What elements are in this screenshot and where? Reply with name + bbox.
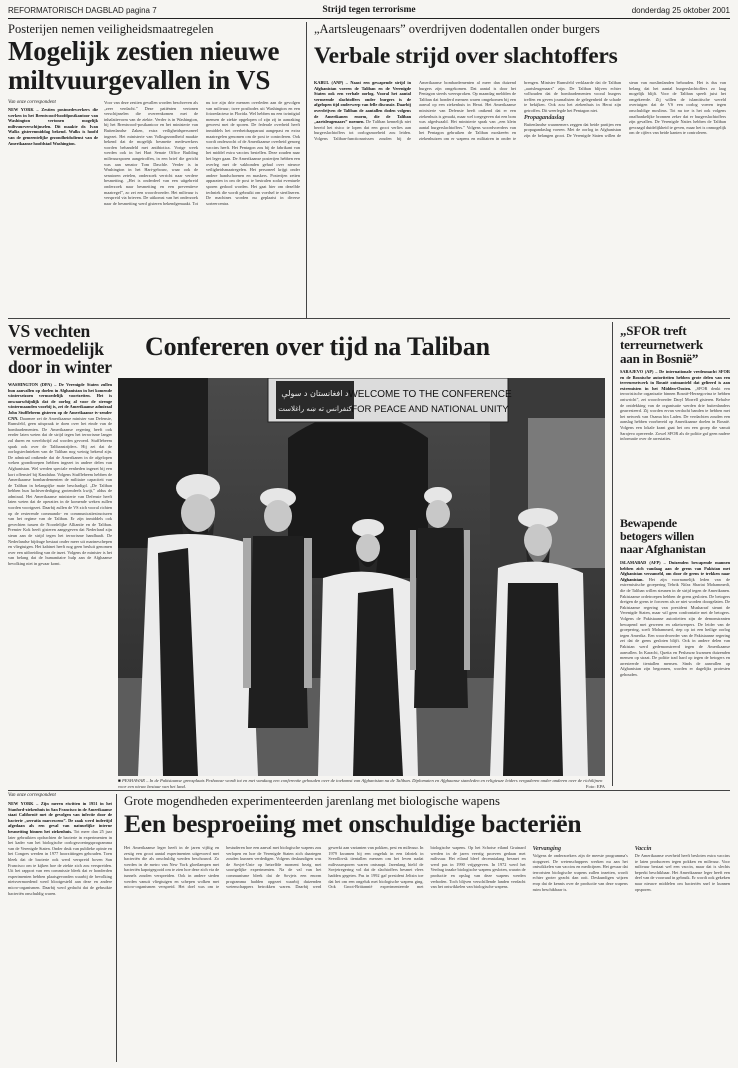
article7-subhead2: Vaccin [634, 846, 652, 852]
article2-kicker: „Aartsleugenaars” overdrijven dodentallen onder burgers [314, 22, 600, 36]
photo-caption: ■ PESHAWAR – In de Pakistaanse grensplaats Peshawar wordt tot en met vandaag een conferentie gehouden over de toekomst van Afghanistan na de Taliban. Diplomaten en Afghaanse stamleden en religieuze leiders vergaderen onder anderen over de richtlijnen voor een nieuw bestuur van het land. Foto: EPA [118, 778, 605, 789]
article1-headline-line1: Mogelijk zestien nieuwe [8, 36, 280, 66]
article4-body-block [620, 369, 730, 513]
column-rule [306, 22, 307, 318]
article3-body-block [8, 382, 112, 786]
article5-headline-line1: Bewapende [620, 516, 677, 530]
article3-lead: WASHINGTON (DPA) – De Verenigde Staten zullen hun aanvallen op doelen in Afghanistan in het komende winterseizoen vermoedelijk voortzetten. Het is onwaarschijnlijk dat de oorlog al voor de strenge wintermaanden voorbij is, zei de Amerikaanse admiraal John Stufflebeem gisteren op de Amerikaanse tv-zender CNN. [8, 382, 112, 421]
column-rule-bottom [116, 794, 117, 1062]
article2-body-block [314, 80, 726, 316]
article6-lead: NEW YORK – Zijn meren eiwitten in 1951 in het Stanford-ziekenhuis in San Francisco in de Amerikaanse staat Californië met de gevolgen van infectie door de bacterie „serratia marcescens”. De zaak werd indertijd afgedaan als een geval van natuurlijke interne besmetting binnen het ziekenhuis. [8, 801, 112, 834]
article6-body-block [8, 801, 112, 1063]
article7-body: Het Amerikaanse leger heeft in de jaren vijftig en zestig een groot aantal experimenten uitgevoerd met bacteriën die als onschuldig werden beschouwd. Zo werden in de metro van New York gloeilampen met bacteriën kapotgegooid om te zien hoe deze zich via de tunnels zouden verspreiden. Ook in andere steden werden vanuit vliegtuigen en schepen wolken met micro-organismen verspreid. Het doel was om te bestuderen hoe een aanval met biologische wapens zou verlopen en hoe de Verenigde Staten zich daartegen zouden kunnen verdedigen. Volgens deskundigen was de Sovjet-Unie op hetzelfde moment bezig met soortgelijke experimenten. Na de val van het communisme bleek dat de Sovjets een enorm programma hadden opgezet waarbij duizenden wetenschappers betrokken waren. Daarbij werd gewerkt aan varianten van pokken, pest en miltvuur. In 1979 kwamen bij een ongeluk in een fabriek in Sverdlovsk tientallen mensen om het leven nadat miltvuursporen waren ontsnapt. Jarenlang hield de Sovjetregering vol dat de slachtoffers besmet vlees hadden gegeten. Pas in 1992 gaf president Jeltsin toe dat het om een ongeluk met biologische wapens ging. Ook Groot-Brittannië experimenteerde met biologische wapens. Op het Schotse eiland Gruinard werden in de jaren veertig proeven gedaan met miltvuur. Het eiland bleef decennialang besmet en werd pas in 1990 vrijgegeven. In 1972 werd het Verdrag inzake biologische wapens gesloten, waarin de productie en opslag van deze wapens werden verboden. Toch blijven verschillende landen verdacht van het ontwikkelen van biologische wapens. [124, 845, 526, 890]
article1-body: Voor van deze zestien gevallen worden beschreven als „zeer verdacht.” Deze patiënten vertonen verschijnselen die overeenkomen met de inhalatievorm van de ziekte. Verder is in Washington, bij het Brentwood-postkantoor en het ministerie van Buitenlandse Zaken, extra veiligheidspersoneel ingezet. Het ministerie van Volksgezondheid maakte bekend dat de mogelijk besmette medewerkers worden behandeld met antibiotica. Vorige week werden ook in het Hart Senate Office Building miltvuursporen aangetroffen, in een brief die gericht was aan senator Tom Daschle. Verder is in Washington in het Hart-gebouw, waar ook de senatoren zetelen, onderzoek verricht naar verdere besmetting. „Het is onderdeel van een uitgebreid onderzoek naar besmetting en een preventieve maatregel”, zo zei een woordvoerder. Het miltvuur is verspreid via brieven. De uitkomst van het onderzoek naar de besmetting werd gisteren bekendgemaakt. Tot nu toe zijn drie mensen overleden aan de gevolgen van miltvuur; twee postbodes uit Washington en een fotoredacteur in Florida. Wel hebben nu een twintigtal mensen de ziekte opgelopen of zijn zij in aanraking geweest met de sporen. De federale overheid heeft inmiddels het overheidsapparaat aangepast en extra maatregelen genomen om de post te controleren. Ook wordt onderzocht of de Amerikaanse overheid genoeg vaccins heeft. Het Pentagon zou bij de fabrikant van het middel extra vaccins bestellen. Deze zouden naar het leger gaan. De Amerikaanse posterijen hebben een overleg met de vakbonden gehad over nieuwe veiligheidsmaatregelen. Het personeel krijgt onder andere handschoenen en maskers. Posterijen zetten apparaten in om de post te bestralen zodat eventuele sporen gedood worden. Het gaat hier om dezelfde techniek die wordt gebruikt om voedsel te steriliseren. De machines worden nu geplaatst in diverse sorteercentra. [104, 100, 300, 206]
conference-photo [118, 378, 605, 776]
article7-headline: Een besproeiing met onschuldige bacteriën [124, 809, 582, 838]
article4-headline-line1: „SFOR treft [620, 323, 687, 338]
banner-script-line2: کنفرانس ته ښه راغلاست [278, 405, 352, 413]
article3-headline-line1: VS vechten [8, 321, 91, 341]
article3-headline-line2: vermoedelijk [8, 339, 104, 359]
article3-body: Daarmee zei de Amerikaanse minister van Defensie, Rumsfeld, geen uitspraak te doen over het einde van de bombardementen. De Amerikaanse regering heeft ook eerder laten weten dat de strijd tegen het terrorisme langer zal duren en wereldwijd zal worden gevoerd. Stufflebeem sprak ook over de Talibanstrijders. Hij zei dat de oorlogstechnieken van de Taliban nog weinig bekend zijn. De admiraal ontkende dat de Amerikanen in de afgelopen weken grondtroepen hebben ingezet in andere delen van Afghanistan. Wel werden speciale eenheden ingezet bij een kort offensief bij Kandahar. Volgens Stufflebeem hebben de Amerikaanse bombardementen de militaire capaciteit van de Taliban in belangrijke mate beschadigd. „De Taliban hebben hun luchtverdediging grotendeels kwijt,” aldus de admiraal. Het Amerikaanse ministerie van Defensie heeft laten weten dat de operaties in de komende weken zullen worden voortgezet. Daarbij zullen de VS zich vooral richten op de resterende commando- en communicatiestructuren van het regime van de Taliban. Er zijn inmiddels ook gevechten tussen de Noordelijke Alliantie en de Taliban. Premier Kok heeft gisteren aangegeven dat Nederland zijn steun aan de strijd tegen het terrorisme handhaaft. De Nederlandse bijdrage bestaat onder meer uit marineschepen en vliegtuigen. Het kabinet heeft nog geen besluit genomen over een uitbreiding van de inzet. Volgens de minister is het van belang dat de humanitaire hulp aan de Afghaanse bevolking niet in gevaar komt. [8, 415, 112, 566]
article1-headline-line2: miltvuurgevallen in VS [8, 65, 271, 95]
masthead [8, 6, 730, 19]
article2-lead: KABUL (ANP) – Naast een gewapende strijd in Afghanistan voeren de Taliban en de Verenigde Staten ook een verbale oorlog. Vooral het aantal vermeende slachtoffers onder burgers is de afgelopen tijd onderwerp van felle discussie. Daarbij overdrijven de Taliban de aantallen doden volgens de Amerikanen enorm, die de Taliban „aartsleugenaars” noemen. [314, 80, 411, 125]
section-rule [8, 318, 730, 319]
article2-headline: Verbale strijd over slachtoffers [314, 43, 618, 69]
article5-headline-line3: naar Afghanistan [620, 542, 706, 556]
column-rule-right [612, 322, 613, 786]
article7-kicker: Grote mogendheden experimenteerden jarenlang met biologische wapens [124, 794, 500, 808]
article2-body2: Buitenlandse waarnemers zeggen dat beide partijen een propagandaslag voeren. Met de oorlog in Afghanistan zijn de belangen groot. De Verenigde Staten willen de steun van moslimlanden behouden. Het is dus van belang dat het aantal burgerslachtoffers zo laag mogelijk blijft. Voor de Taliban speelt juist het omgekeerde. Zij willen de islamitische wereld overtuigen dat de VS een oorlog voeren tegen onschuldige moslims. Tot nu toe is het ook volgens onafhankelijke bronnen zeker dat er burgerslachtoffers zijn gevallen. De Verenigde Naties hebben de Taliban gevraagd duidelijkheid te geven, maar het is onmogelijk om de cijfers van beide kanten te controleren. [524, 80, 726, 138]
article2-subhead: Propagandaslag [524, 114, 565, 121]
article1-byline: Van onze correspondent [8, 100, 56, 105]
masthead-left: REFORMATORISCH DAGBLAD pagina 7 [8, 6, 157, 15]
section-title: Strijd tegen terrorisme [322, 5, 416, 15]
article4-headline-line3: aan in Bosnië” [620, 351, 699, 366]
section-rule-bottom [8, 790, 730, 791]
article1-text-col1 [8, 107, 98, 307]
article7-body-block [124, 845, 730, 1063]
article5-headline-line2: betogers willen [620, 529, 694, 543]
article7-subhead1: Vervanging [532, 846, 561, 852]
banner-english-line1: WELCOME TO THE CONFERENCE [348, 389, 512, 400]
masthead-date: donderdag 25 oktober 2001 [631, 6, 730, 15]
article5-body: Het zijn voornamelijk leden van de extremistische groepering Tehrik Nifaz Shariat Mohammedi, die de Taliban willen steunen in de strijd tegen de Amerikanen. Pakistaanse ordetroepen hebben de grens gesloten. De betogers dreigen de grens te forceren als ze niet worden doorgelaten. De Pakistaanse regering van president Musharraf steunt de Verenigde Staten, maar wil geen confrontatie met de betogers. Volgens de Pakistaanse autoriteiten zijn de demonstranten bewapend met geweren en raketwerpers. De leider van de groepering, soefi Mohammed, riep op tot een heilige oorlog tegen Amerika. Een woordvoerder van de Pakistaanse regering zei dat de grens gesloten blijft. Ook in andere delen van Pakistan werd gedemonstreerd tegen de Amerikaanse aanvallen. In Karachi, Quetta en Peshawar kwamen duizenden mensen op straat. De politie trad hard op tegen de betogers en arresteerde tientallen mensen. Sinds de aanvallen op Afghanistan zijn begonnen, worden er dagelijks protesten gehouden. [620, 576, 730, 677]
banner-script-line1: د افغانستان د سولې [281, 389, 349, 398]
article4-body: „SFOR denkt een terroristische organisatie binnen Bosnië-Herzegovina te hebben ontwricht”, zei woordvoerder Daryl Morrell gisteren. Behalve de ontdekking van de organisatie werden drie buitenlanders gearresteerd. Zij worden ervan verdacht banden te hebben met het netwerk van Osama bin Laden. De verdachten zouden een aanslag hebben voorbereid op Amerikaanse doelen in Bosnië. Volgens een lokale krant gaat het om een groep die vanuit Sarajevo opereerde. Zowel SFOR als de politie gaf geen nadere informatie over de arrestaties. [620, 385, 730, 442]
article7-body3: De Amerikaanse overheid heeft besloten extra vaccins te laten produceren tegen pokken en miltvuur. Voor miltvuur bestaat wel een vaccin, maar dat is slechts beperkt beschikbaar. Het Amerikaanse leger heeft een deel van de voorraad in gebruik. Er wordt ook gekeken naar nieuwe middelen om bacteriën snel te kunnen opsporen. [634, 853, 730, 892]
article1-kicker: Posterijen nemen veiligheidsmaatregelen [8, 22, 214, 36]
photo-caption-text: PESHAWAR – In de Pakistaanse grensplaats Peshawar wordt tot en met vandaag een conferentie gehouden over de toekomst van Afghanistan na de Taliban. Diplomaten en Afghaanse stamleden en religieuze leiders vergaderen onder anderen over de richtlijnen voor een nieuw bestuur van het land. [118, 778, 603, 789]
article3-headline-line3: door in winter [8, 357, 112, 377]
article6-body: Tot meer dan 25 jaar later gebruikten opdrachten de bacterie in experimenten in het kader van het biologische oorlogsvoeringsprogramma van de Verenigde Staten. Onder druk van publieke opinie en het Congres werden in 1977 hoorzittingen gehouden. Toen bleek dat de bacterie ook werd verspreid boven San Francisco om te kijken hoe de ziekte zich zou verspreiden. Uit het rapport van een commissie bleek dat er honderden experimenten hebben plaatsgevonden waarbij de bevolking nietsvermoedend werd blootgesteld aan deze en andere micro-organismen. Daarbij werd gedacht dat de gebruikte bacteriën onschuldig waren. [8, 828, 112, 896]
article4-lead: SARAJEVO (AP) – De internationale vredesmacht SFOR en de Bosnische autoriteiten hebben grote delen van een terreurnetwerk in Bosnië ontmanteld dat gelieerd is aan extremisten in het Midden-Oosten. [620, 369, 730, 391]
photo-story-headline: Confereren over tijd na Taliban [145, 332, 490, 361]
article1-lead: NEW YORK – Zestien postmedewerkers die werken in het Brentwood-hoofdpostkantoor van Washington vertonen mogelijk miltvuurverschijnselen. Dit maakte dr. Ivan Walks gisterenmiddag bekend. Walks is hoofd van de gemeentelijke gezondheidsdienst van de Amerikaanse hoofdstad Washington. [8, 107, 98, 146]
article2-body: De Taliban kennelijk niet bereid het risico te lopen dat een groot verlies aan burgerslachtoffers tot oorlogsmoeheid zou leiden. Volgens Taliban-functionarissen zouden bij de Amerikaanse bombardementen al meer dan duizend burgers zijn omgekomen. Dat aantal is door het Pentagon steeds weersproken. Op maandag meldden de Taliban dat honderd mensen waren omgekomen bij een aanval op een ziekenhuis in Herat. Het Amerikaanse ministerie van Defensie heeft ontkend dat er een ziekenhuis is geraakt, maar wel toegegeven dat een bom was afgedwaald. Het ministerie sprak van „een klein aantal burgerslachtoffers.” Volgens woordvoerders van het Pentagon gebruiken de Taliban moskeeën en ziekenhuizen om er wapens en militairen in onder te brengen. Minister Rumsfeld verklaarde dat de Taliban „aartsleugenaars” zijn. De Taliban blijven echter volhouden dat de bombardementen vooral burgers treffen en geven journalisten de gelegenheid de schade te bekijken. Ook zou het ziekenhuis in Herat zijn getroffen. Dit weerlegde het Pentagon niet. [314, 80, 621, 141]
article6-byline: Van onze correspondent [8, 793, 56, 798]
banner-english-line2: FOR PEACE AND NATIONAL UNITY [351, 404, 509, 415]
photo-credit: Foto: EPA [585, 783, 605, 789]
article5-lead: ISLAMABAD (AFP) – Duizenden bewapende mannen hebben zich vandaag aan de grens van Pakistan met Afghanistan verzameld, om door de grens te trekken naar Afghanistan. [620, 560, 730, 582]
article4-headline-line2: terreurnetwerk [620, 337, 703, 352]
article5-body-block [620, 560, 730, 786]
article7-body2: Volgens de onderzoekers zijn de meeste programma's stopgezet. De wetenschappers werken nu aan het ontwikkelen van vaccins en medicijnen. Het gevaar dat terroristen biologische wapens zullen inzetten, wordt echter groter geacht dan ooit. Deskundigen wijzen erop dat de kennis over de productie van deze wapens ruim beschikbaar is. [532, 853, 628, 892]
